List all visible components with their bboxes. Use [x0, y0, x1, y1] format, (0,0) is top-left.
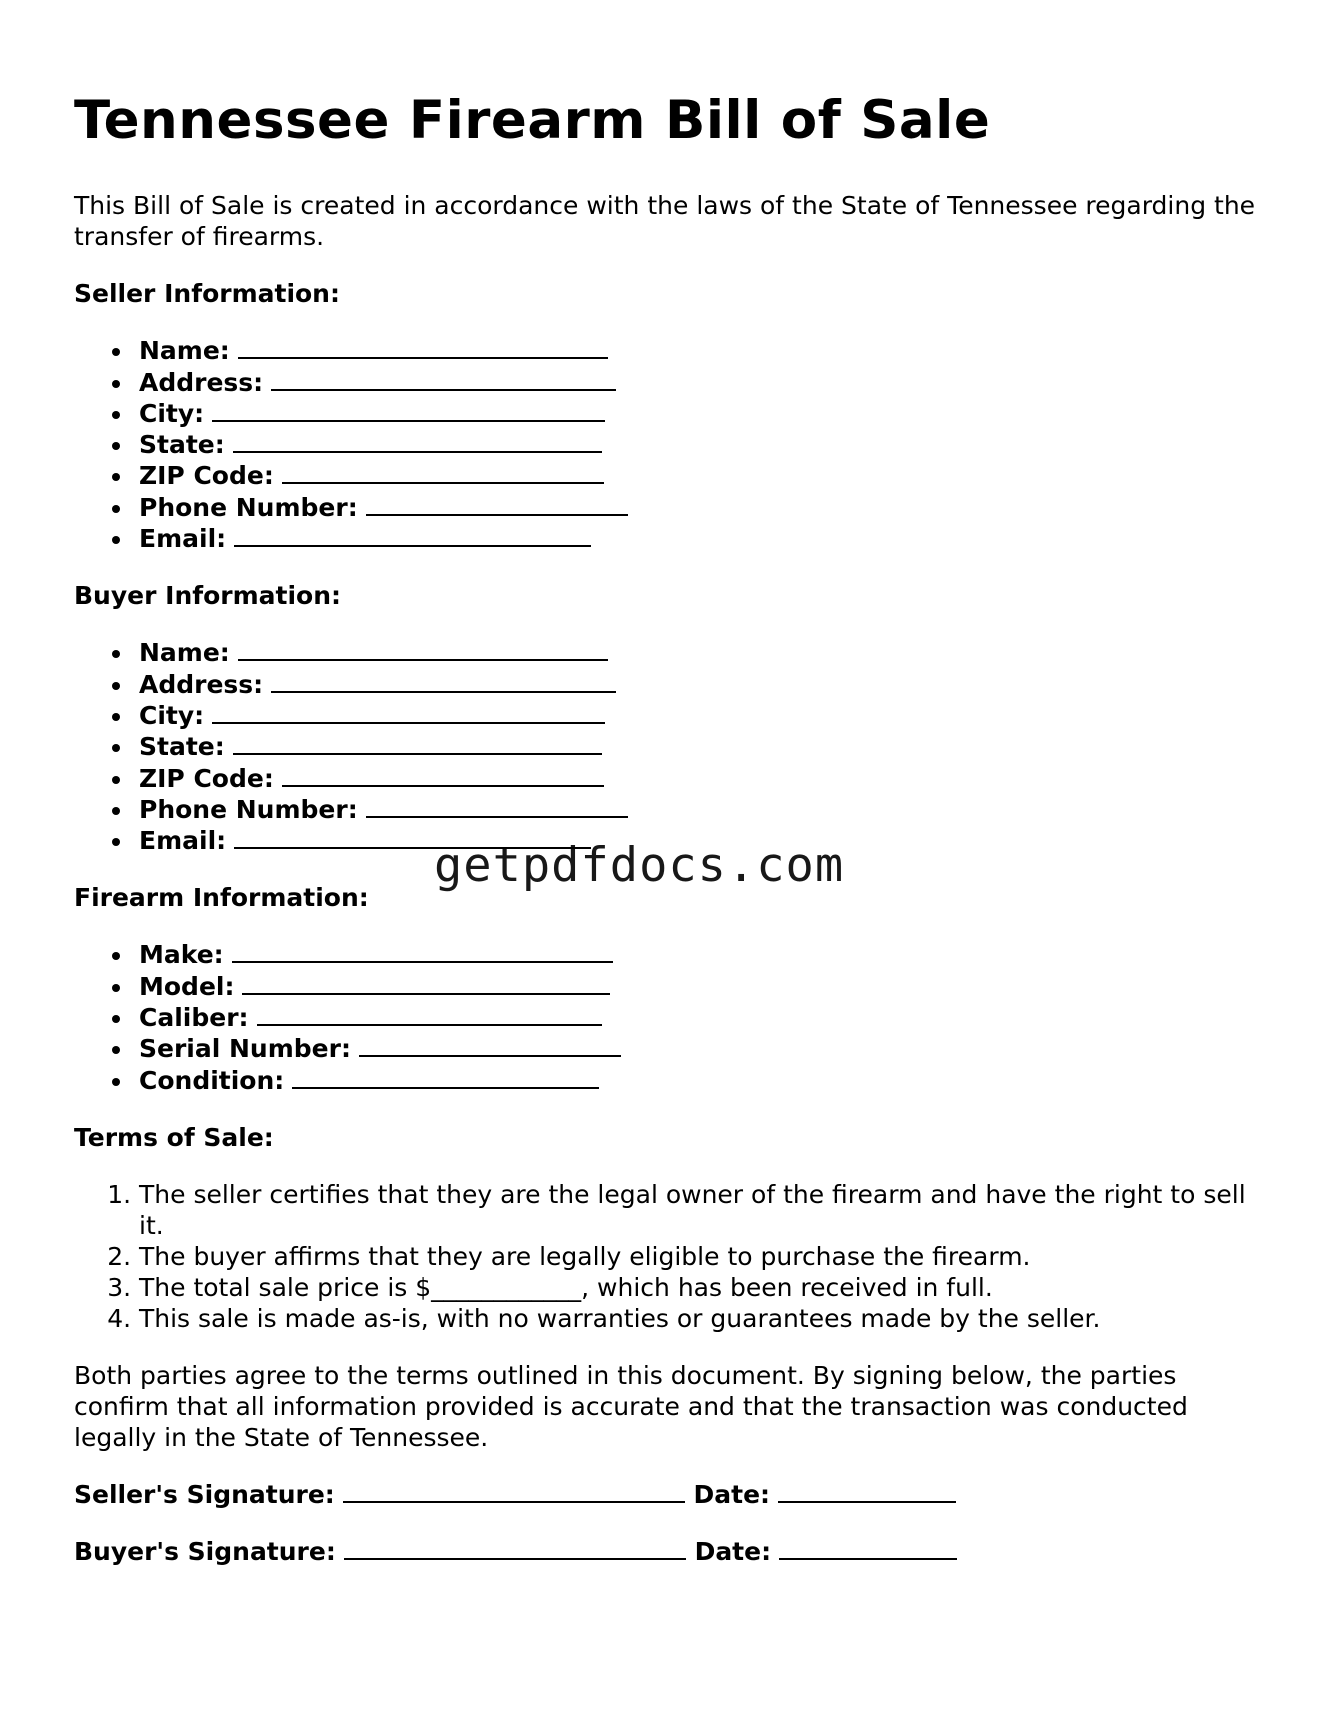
firearm-model-field: Model:: [139, 971, 1274, 1002]
seller-signature-line: Seller's Signature: Date:: [74, 1479, 1274, 1510]
terms-heading: Terms of Sale:: [74, 1122, 274, 1152]
blank-line: [292, 1065, 599, 1089]
firearm-make-field: Make:: [139, 939, 1274, 970]
blank-line: [232, 939, 613, 963]
intro-paragraph: This Bill of Sale is created in accordance with the laws of the State of Tennessee regarding the transfer of firearms.: [74, 191, 1256, 252]
blank-line: [238, 335, 608, 359]
firearm-condition-field: Condition:: [139, 1065, 1274, 1096]
blank-line: [778, 1479, 956, 1503]
buyer-city-field: City:: [139, 700, 1274, 731]
firearm-serial-field: Serial Number:: [139, 1033, 1274, 1064]
blank-line: [282, 460, 604, 484]
seller-phone-field: Phone Number:: [139, 492, 1274, 523]
terms-item: 3. The total sale price is $____________, which has been received in full.: [139, 1272, 1274, 1303]
date-label: Date:: [694, 1536, 772, 1566]
terms-item: 4. This sale is made as-is, with no warranties or guarantees made by the seller.: [139, 1303, 1274, 1334]
blank-line: [233, 429, 602, 453]
buyer-state-field: State:: [139, 731, 1274, 762]
blank-line: [344, 1536, 686, 1560]
seller-state-field: State:: [139, 429, 1274, 460]
blank-line: [271, 669, 616, 693]
seller-zip-field: ZIP Code:: [139, 460, 1274, 491]
firearm-caliber-field: Caliber:: [139, 1002, 1274, 1033]
firearm-heading: Firearm Information:: [74, 883, 369, 913]
blank-line: [282, 763, 604, 787]
buyer-email-field: Email:: [139, 825, 1274, 856]
blank-line: [359, 1033, 621, 1057]
blank-line: [366, 492, 628, 516]
buyer-name-field: Name:: [139, 637, 1274, 668]
blank-line: [234, 523, 591, 547]
blank-line: [271, 367, 616, 391]
closing-paragraph: Both parties agree to the terms outlined in this document. By signing below, the parties confirm that all information provided is accurate and that the transaction was conducted legally in the State of Tennessee.: [74, 1360, 1188, 1452]
terms-item: 1. The seller certifies that they are the legal owner of the firearm and have the right to sell it.: [139, 1179, 1274, 1241]
terms-list: [74, 1179, 1274, 1334]
seller-name-field: Name:: [139, 335, 1274, 366]
buyer-fields: [74, 637, 1274, 856]
blank-line: [779, 1536, 957, 1560]
blank-line: [212, 700, 605, 724]
blank-line: [242, 971, 610, 995]
blank-line: [366, 794, 628, 818]
seller-heading: Seller Information:: [74, 279, 340, 309]
buyer-phone-field: Phone Number:: [139, 794, 1274, 825]
seller-city-field: City:: [139, 398, 1274, 429]
blank-line: [343, 1479, 685, 1503]
firearm-fields: [74, 939, 1274, 1095]
terms-item: 2. The buyer affirms that they are legally eligible to purchase the firearm.: [139, 1241, 1274, 1272]
seller-address-field: Address:: [139, 367, 1274, 398]
buyer-zip-field: ZIP Code:: [139, 763, 1274, 794]
blank-line: [212, 398, 605, 422]
seller-fields: [74, 335, 1274, 554]
blank-line: [257, 1002, 602, 1026]
watermark-text: getpdfdocs.com: [434, 838, 845, 893]
blank-line: [233, 731, 602, 755]
buyer-heading: Buyer Information:: [74, 581, 342, 611]
buyer-address-field: Address:: [139, 669, 1274, 700]
blank-line: [238, 637, 608, 661]
buyer-signature-line: Buyer's Signature: Date:: [74, 1536, 1274, 1567]
seller-email-field: Email:: [139, 523, 1274, 554]
date-label: Date:: [693, 1479, 771, 1509]
document-title: Tennessee Firearm Bill of Sale: [74, 90, 991, 151]
